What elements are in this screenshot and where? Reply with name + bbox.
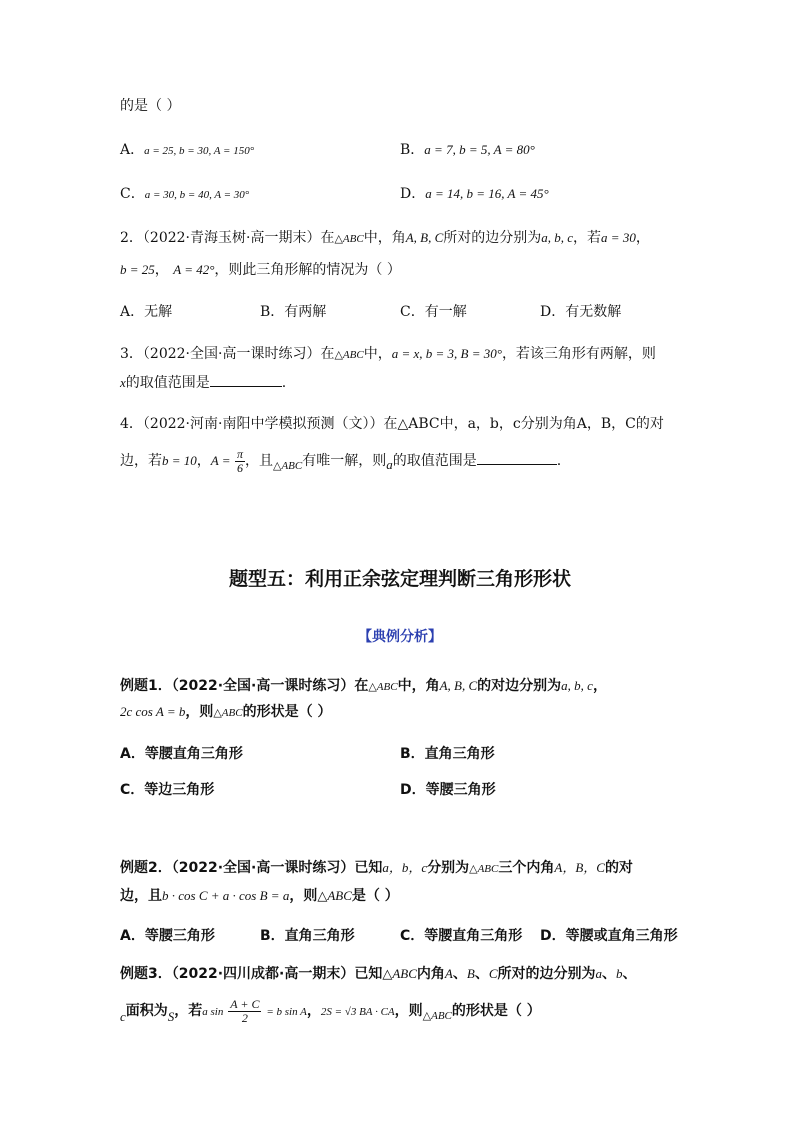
math: A = 42° xyxy=(173,262,215,277)
ex2-line-2 xyxy=(120,886,399,906)
question-number: 4． xyxy=(120,416,143,432)
option-math: a = 7, b = 5, A = 80° xyxy=(424,142,535,157)
fraction-denominator: 2 xyxy=(241,1010,248,1025)
math: B xyxy=(466,966,475,981)
example-heading: 例题2．（2022·全国·高一课时练习）已知 xyxy=(120,860,383,876)
text: ，则 xyxy=(394,1003,423,1019)
math: △ABC xyxy=(317,888,352,903)
text: 有唯一解，则 xyxy=(302,453,387,469)
ex2-option-b: B．直角三角形 xyxy=(260,928,355,944)
text: 所对的边分别为 xyxy=(443,230,542,246)
example-heading: 例题3．（2022·四川成都·高一期末）已知 xyxy=(120,966,383,982)
q1-option-d xyxy=(400,184,549,204)
text: 内角 xyxy=(416,966,445,982)
option-label: C． xyxy=(120,186,145,202)
math: a xyxy=(595,966,602,981)
q1-option-a xyxy=(120,140,254,161)
q4-line-2 xyxy=(120,446,561,481)
math: △ABC xyxy=(368,681,398,693)
ex1-line-1 xyxy=(120,676,607,697)
text: 边，且 xyxy=(120,888,162,904)
fraction-denominator: 6 xyxy=(236,460,243,475)
q2-option-d: D．有无数解 xyxy=(540,304,622,320)
question-number: 3． xyxy=(120,346,143,362)
math: △ABC xyxy=(469,863,499,875)
text: ， xyxy=(306,1003,321,1019)
math: A，B，C xyxy=(554,860,605,875)
math: C xyxy=(488,966,498,981)
q2-option-b: B．有两解 xyxy=(260,304,327,320)
math: a sin xyxy=(202,1006,224,1018)
math: 2c cos A = b xyxy=(120,704,186,719)
fraction-numerator: π xyxy=(236,446,243,461)
ex1-option-b: B．直角三角形 xyxy=(400,746,495,762)
ex3-line-1 xyxy=(120,964,636,984)
text: 的对边分别为 xyxy=(477,678,562,694)
q3-line-2 xyxy=(120,372,286,393)
text: 边，若 xyxy=(120,453,162,469)
option-math: a = 14, b = 16, A = 45° xyxy=(425,186,549,201)
math: a = x, b = 3, B = 30° xyxy=(391,346,502,361)
math: = b sin A xyxy=(266,1006,307,1018)
q2-option-a: A．无解 xyxy=(120,304,173,320)
math: a xyxy=(386,457,393,472)
q2-options xyxy=(120,302,680,322)
option-label: D． xyxy=(400,186,426,202)
text: 的形状是（ ） xyxy=(242,704,332,720)
option-label: A． xyxy=(120,142,145,158)
text: 、 xyxy=(601,966,616,982)
q2-line-1 xyxy=(120,228,650,249)
text: 面积为 xyxy=(125,1003,168,1019)
text: 分别为 xyxy=(427,860,470,876)
text: ，若 xyxy=(573,230,602,246)
text: ， xyxy=(592,678,607,694)
math: a = 30 xyxy=(601,230,636,245)
text: ，则 xyxy=(185,704,214,720)
math: △ABC xyxy=(334,349,364,361)
text: 中， xyxy=(363,346,392,362)
math: 2S = √3 BA · CA xyxy=(320,1006,395,1018)
math: △ABC xyxy=(272,460,303,472)
text: 的形状是（ ） xyxy=(451,1003,541,1019)
text: 中，角 xyxy=(363,230,406,246)
ex2-options xyxy=(120,926,678,946)
math: △ABC xyxy=(213,707,243,719)
text: 、 xyxy=(452,966,467,982)
math: A xyxy=(444,966,453,981)
math: A = xyxy=(210,453,231,468)
math: a, b, c xyxy=(561,678,593,693)
answer-blank[interactable] xyxy=(477,450,557,465)
text: 的取值范围是 xyxy=(125,375,210,391)
text: 是（ ） xyxy=(351,888,399,904)
math: b = 25 xyxy=(120,262,155,277)
math: S xyxy=(167,1009,175,1024)
option-label: B． xyxy=(400,142,425,158)
ex2-line-1 xyxy=(120,858,633,879)
ex1-option-c: C．等边三角形 xyxy=(120,782,215,798)
text: 中，角 xyxy=(397,678,440,694)
continued-question-text: 的是（ ） xyxy=(120,98,181,114)
text: ，则此三角形解的情况为（ ） xyxy=(214,262,401,278)
text: ，若该三角形有两解，则 xyxy=(501,346,656,362)
section-title: 题型五：利用正余弦定理判断三角形形状 xyxy=(228,568,571,590)
math: △ABC xyxy=(382,966,417,981)
ex3-line-2 xyxy=(120,994,541,1034)
q3-line-1 xyxy=(120,344,656,365)
fraction-pi-over-6 xyxy=(235,448,245,475)
ex2-option-a: A．等腰三角形 xyxy=(120,928,215,944)
section-subtitle: 【典例分析】 xyxy=(358,629,442,645)
text: . xyxy=(556,453,562,469)
math: A, B, C xyxy=(405,230,444,245)
ex1-option-d: D．等腰三角形 xyxy=(400,782,496,798)
text: ， xyxy=(635,230,650,246)
math: △ABC xyxy=(422,1010,452,1022)
question-source: （2022·青海玉树·高一期末）在 xyxy=(142,230,335,246)
math: b · cos C + a · cos B = a xyxy=(162,888,290,903)
text: ， xyxy=(154,262,169,278)
ex2-option-d: D．等腰或直角三角形 xyxy=(540,928,678,944)
q2-line-2 xyxy=(120,260,401,280)
text: 、 xyxy=(622,966,637,982)
text: 的取值范围是 xyxy=(392,453,477,469)
math: A, B, C xyxy=(439,678,478,693)
text: ， xyxy=(196,453,211,469)
question-source: （2022·河南·南阳中学模拟预测（文））在△ABC中，a，b，c分别为角A，B，C的对 xyxy=(142,416,664,432)
fraction-numerator: A + C xyxy=(230,996,260,1011)
q2-option-c: C．有一解 xyxy=(400,304,467,320)
q4-line-1 xyxy=(120,414,664,434)
ex1-line-2 xyxy=(120,702,331,723)
text: 三个内角 xyxy=(498,860,555,876)
math: a，b，c xyxy=(382,860,428,875)
math: △ABC xyxy=(334,233,364,245)
math: b xyxy=(615,966,623,981)
math: b = 10 xyxy=(162,453,197,468)
text: 所对的边分别为 xyxy=(497,966,596,982)
text: ，若 xyxy=(174,1003,203,1019)
question-number: 2． xyxy=(120,230,143,246)
answer-blank[interactable] xyxy=(210,372,282,387)
option-math: a = 30, b = 40, A = 30° xyxy=(144,189,250,201)
q1-option-c xyxy=(120,184,249,205)
fraction-a-plus-c-over-2 xyxy=(228,998,261,1025)
math: x xyxy=(120,375,126,390)
text: . xyxy=(281,375,287,391)
text: 的对 xyxy=(604,860,633,876)
q1-option-b xyxy=(400,140,535,160)
ex2-option-c: C．等腰直角三角形 xyxy=(400,928,523,944)
text: 、 xyxy=(474,966,489,982)
option-math: a = 25, b = 30, A = 150° xyxy=(144,145,255,157)
example-heading: 例题1．（2022·全国·高一课时练习）在 xyxy=(120,678,369,694)
ex1-option-a: A．等腰直角三角形 xyxy=(120,746,243,762)
text: ，则 xyxy=(289,888,318,904)
math: a, b, c xyxy=(541,230,574,245)
text: ，且 xyxy=(244,453,273,469)
math: c xyxy=(120,1009,126,1024)
question-source: （2022·全国·高一课时练习）在 xyxy=(142,346,335,362)
